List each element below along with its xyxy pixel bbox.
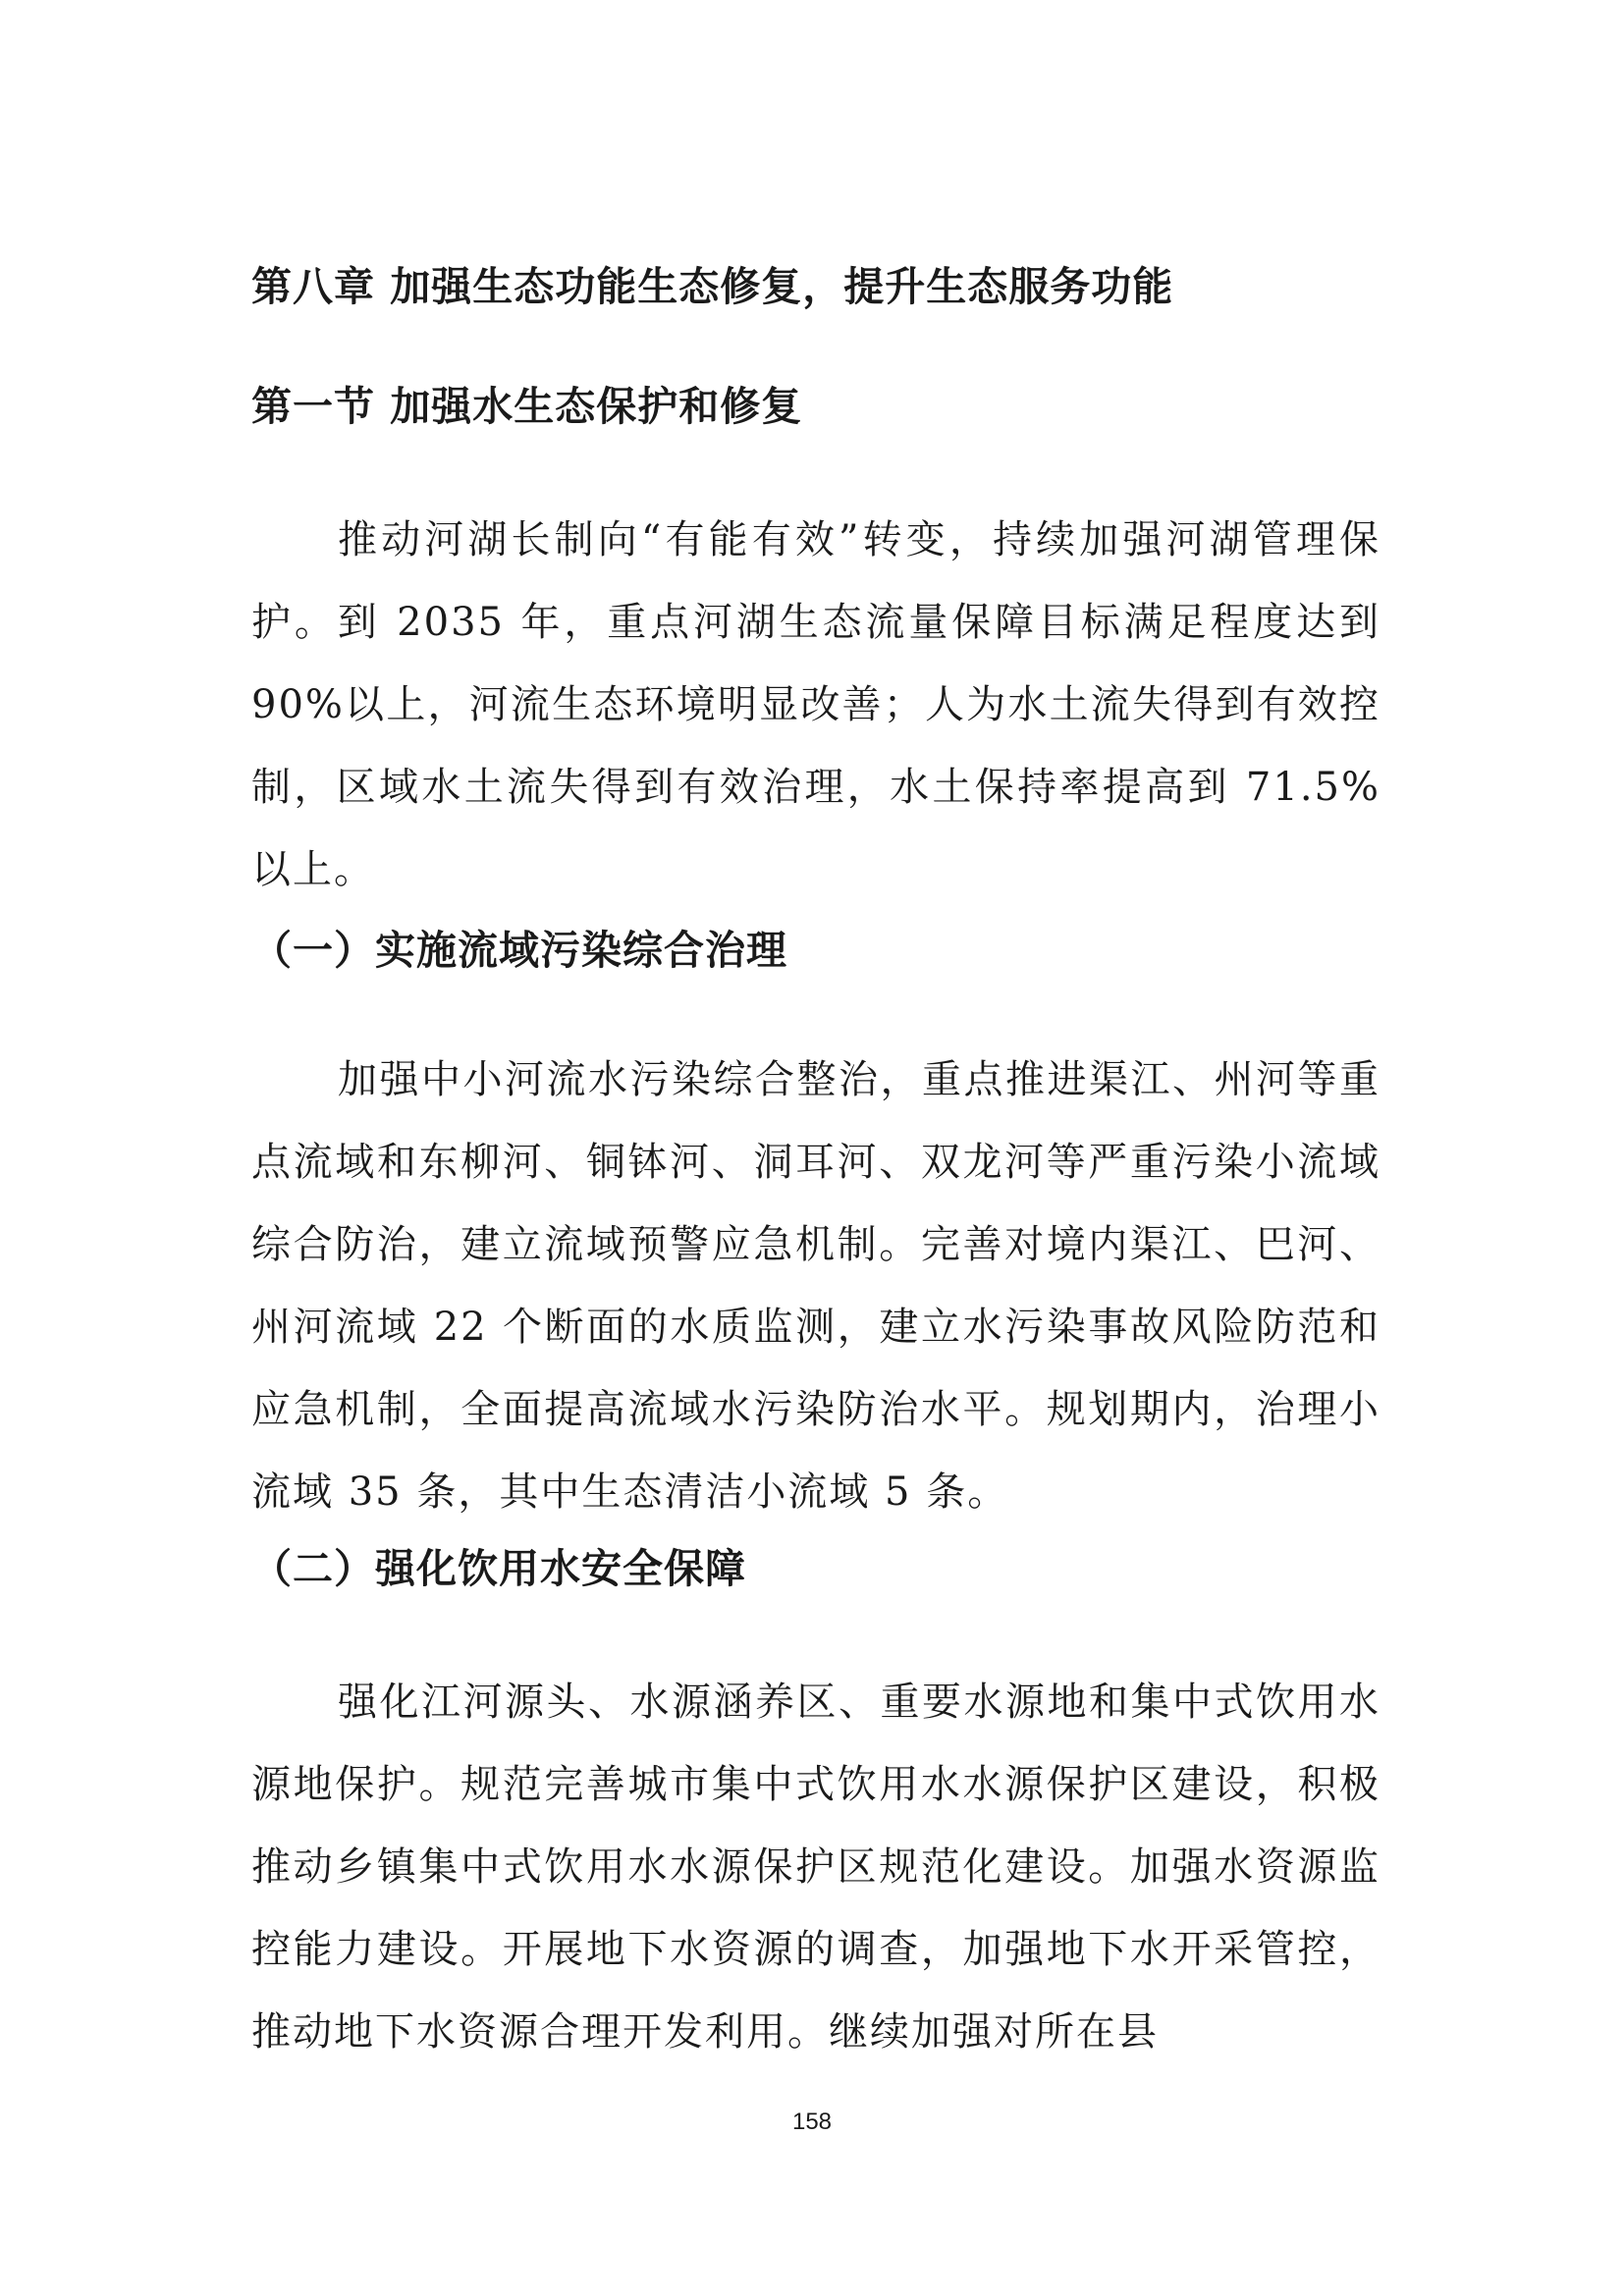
subsection-title-pollution: （一）实施流域污染综合治理	[251, 927, 787, 974]
page-number: 158	[791, 2109, 833, 2135]
pollution-paragraph: 加强中小河流水污染综合整治，重点推进渠江、州河等重点流域和东柳河、铜钵河、洞耳河、双龙河等严重污染小流域综合防治，建立流域预警应急机制。完善对境内渠江、巴河、州河流域 22 个断面的水质监测，建立水污染事故风险防范和应急机制，全面提高流域水污染防治水平。规划期内，治理小流域 35 条，其中生态清洁小流域 5 条。	[251, 1057, 1380, 1515]
section-title: 第一节 加强水生态保护和修复	[251, 383, 803, 430]
chapter-title: 第八章 加强生态功能生态修复，提升生态服务功能	[251, 263, 1174, 310]
drinking-water-paragraph: 强化江河源头、水源涵养区、重要水源地和集中式饮用水源地保护。规范完善城市集中式饮用水水源保护区建设，积极推动乡镇集中式饮用水水源保护区规范化建设。加强水资源监控能力建设。开展地下水资源的调查，加强地下水开采管控，推动地下水资源合理开发利用。继续加强对所在县	[251, 1680, 1380, 2055]
intro-paragraph: 推动河湖长制向“有能有效”转变，持续加强河湖管理保护。到 2035 年，重点河湖生态流量保障目标满足程度达到90%以上，河流生态环境明显改善；人为水土流失得到有效控制，区域水土流失得到有效治理，水土保持率提高到 71.5%以上。	[251, 517, 1380, 892]
subsection-title-drinking-water: （二）强化饮用水安全保障	[251, 1545, 746, 1592]
